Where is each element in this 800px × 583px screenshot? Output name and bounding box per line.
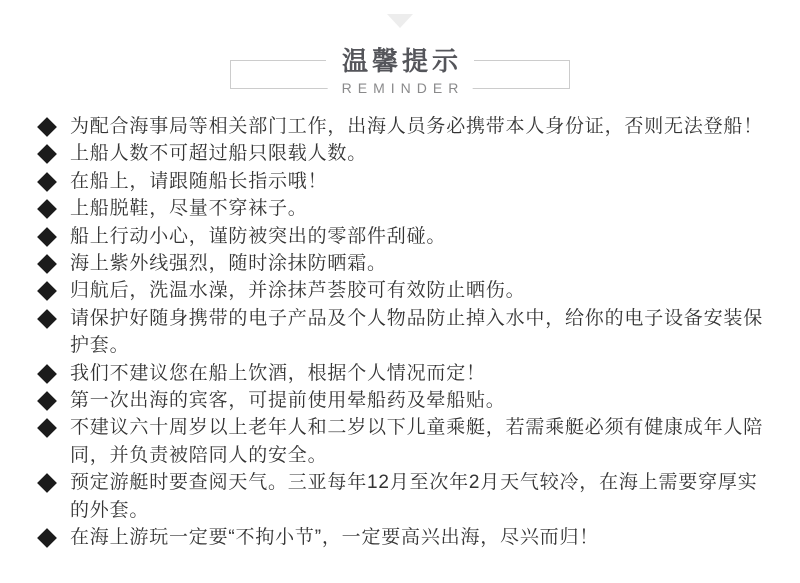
reminder-text: 在船上，请跟随船长指示哦！	[70, 170, 328, 192]
reminder-text: 上船脱鞋，尽量不穿袜子。	[70, 198, 308, 220]
reminder-item	[36, 469, 774, 524]
reminder-item	[36, 223, 774, 250]
reminder-list	[0, 113, 800, 552]
diamond-bullet-icon	[36, 277, 70, 304]
diamond-bullet-icon	[36, 113, 70, 140]
diamond-bullet-icon	[36, 360, 70, 387]
page-title: 温馨提示	[326, 47, 474, 75]
reminder-text: 归航后，洗温水澡，并涂抹芦荟胶可有效防止晒伤。	[70, 280, 526, 302]
reminder-item	[36, 305, 774, 360]
reminder-text: 为配合海事局等相关部门工作，出海人员务必携带本人身份证，否则无法登船！	[70, 116, 764, 137]
diamond-bullet-icon	[36, 524, 70, 551]
reminder-item	[36, 195, 774, 222]
reminder-item	[36, 113, 774, 140]
reminder-item	[36, 277, 774, 304]
reminder-text: 第一次出海的宾客，可提前使用晕船药及晕船贴。	[70, 390, 506, 412]
reminder-item	[36, 250, 774, 277]
reminder-text: 我们不建议您在船上饮酒，根据个人情况而定！	[70, 362, 486, 384]
triangle-down-icon	[387, 14, 413, 28]
reminder-item	[36, 414, 774, 469]
reminder-item	[36, 168, 774, 195]
diamond-bullet-icon	[36, 140, 70, 167]
reminder-text: 请保护好随身携带的电子产品及个人物品防止掉入水中，给你的电子设备安装保护套。	[70, 307, 764, 357]
diamond-bullet-icon	[36, 195, 70, 222]
diamond-bullet-icon	[36, 223, 70, 250]
reminder-item	[36, 524, 774, 551]
reminder-text: 海上紫外线强烈，随时涂抹防晒霜。	[70, 253, 387, 275]
page-subtitle: REMINDER	[328, 80, 473, 97]
diamond-bullet-icon	[36, 387, 70, 414]
diamond-bullet-icon	[36, 305, 70, 332]
reminder-text: 预定游艇时要查阅天气。三亚每年12月至次年2月天气较冷，在海上需要穿厚实的外套。	[70, 472, 758, 521]
reminder-item	[36, 140, 774, 167]
diamond-bullet-icon	[36, 168, 70, 195]
header-box	[230, 46, 570, 96]
reminder-text: 在海上游玩一定要“不拘小节”，一定要高兴出海，尽兴而归！	[70, 527, 600, 549]
reminder-text: 船上行动小心，谨防被突出的零部件刮碰。	[70, 225, 447, 247]
diamond-bullet-icon	[36, 250, 70, 277]
diamond-bullet-icon	[36, 414, 70, 441]
reminder-item	[36, 360, 774, 387]
reminder-text: 上船人数不可超过船只限载人数。	[70, 143, 368, 165]
diamond-bullet-icon	[36, 469, 70, 496]
reminder-text: 不建议六十周岁以上老年人和二岁以下儿童乘艇，若需乘艇必须有健康成年人陪同，并负责被陪同人的安全。	[70, 417, 764, 466]
reminder-item	[36, 387, 774, 414]
